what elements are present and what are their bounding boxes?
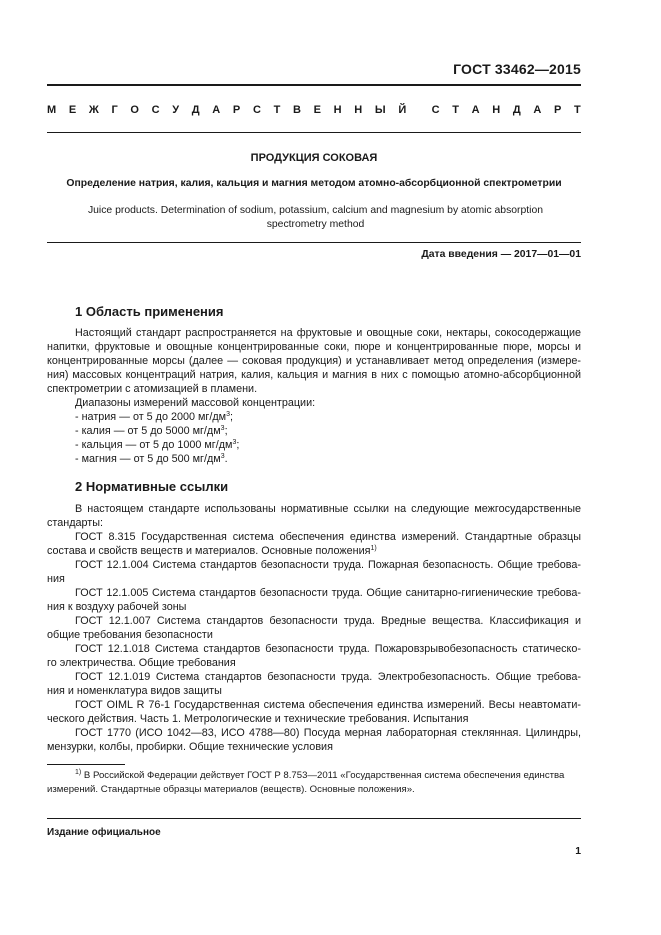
- reference-line: ГОСТ OIML R 76-1 Государственная система обеспечения единства измерений. Весы неавтомати-: [75, 699, 581, 711]
- heading-rule: [47, 132, 581, 133]
- standard-type-heading: [47, 104, 581, 116]
- reference-line: го электричества. Общие требования: [47, 657, 236, 669]
- standard-type-letter: Н: [333, 104, 342, 116]
- footnote-rule: [47, 764, 125, 765]
- standard-type-letter: В: [292, 104, 301, 116]
- reference-line: общие требования безопасности: [47, 629, 213, 641]
- section-2-body: [47, 502, 581, 754]
- document-title: ПРОДУКЦИЯ СОКОВАЯ: [250, 152, 378, 164]
- header-rule: [47, 84, 581, 86]
- body-line: В настоящем стандарте использованы нормативные ссылки на следующие межгосударственные: [75, 503, 581, 515]
- standard-type-letter: Е: [68, 104, 77, 116]
- standard-type-letter: Д: [512, 104, 521, 116]
- standard-type-letter: Г: [111, 104, 118, 116]
- reference-line: ГОСТ 12.1.005 Система стандартов безопасности труда. Общие санитарно-гигиенические требова-: [75, 587, 581, 599]
- standard-type-letter: Т: [452, 104, 459, 116]
- reference-line: ГОСТ 12.1.019 Система стандартов безопасности труда. Электробезопасность. Общие требова-: [75, 671, 581, 683]
- standard-type-letter: Ы: [374, 104, 386, 116]
- reference-line: ГОСТ 12.1.018 Система стандартов безопасности труда. Пожаровзрывобезопасность статическо-: [75, 643, 581, 655]
- english-title-line: spectrometry method: [266, 219, 365, 230]
- section-1-body: [47, 326, 581, 466]
- page-number: 1: [575, 846, 581, 857]
- body-line: Настоящий стандарт распространяется на фруктовые и овощные соки, нектары, сокосодержащие: [75, 327, 581, 339]
- body-line: концентрированные морсы (далее — соковая продукция) и устанавливает метод определения (измере-: [47, 355, 581, 367]
- standard-type-letter: Ж: [88, 104, 99, 116]
- standard-type-letter: Р: [232, 104, 241, 116]
- footnote: [47, 769, 581, 797]
- body-line: ния) массовых концентраций натрия, калия, кальция и магния в них с помощью атомно-абсорбционной: [47, 369, 581, 381]
- footer-rule: [47, 818, 581, 819]
- reference-line: ческого действия. Часть 1. Метрологические и технические требования. Испытания: [47, 713, 469, 725]
- reference-line: ГОСТ 12.1.004 Система стандартов безопасности труда. Пожарная безопасность. Общие требова-: [75, 559, 581, 571]
- body-line: напитки, фруктовые и овощные концентрированные соки, пюре и концентрированные пюре, морсы и: [47, 341, 581, 353]
- standard-type-letter: Т: [273, 104, 281, 116]
- footnote-line: $^{1)}$ В Российской Федерации действует ГОСТ Р 8.753—2011 «Государственная система обеспечения единства: [75, 769, 565, 781]
- standard-type-letter: С: [151, 104, 160, 116]
- standard-type-letter: Р: [553, 104, 562, 116]
- reference-line: ния к воздуху рабочей зоны: [47, 601, 187, 613]
- document-number: ГОСТ 33462—2015: [453, 61, 581, 77]
- ranges-intro: Диапазоны измерений массовой концентрации:: [75, 397, 316, 409]
- footnote-line: измерений. Стандартные образцы материалов (веществ). Основные положения».: [47, 784, 415, 795]
- standard-type-letter: О: [130, 104, 139, 116]
- standard-type-letter: А: [533, 104, 542, 116]
- reference-line: ния: [47, 573, 65, 585]
- date-rule: [47, 242, 581, 243]
- standard-type-letter: А: [471, 104, 480, 116]
- body-line: стандарты:: [47, 517, 103, 529]
- reference-line: ГОСТ 8.315 Государственная система обеспечения единства измерений. Стандартные образцы: [75, 531, 581, 543]
- standard-type-letter: Н: [354, 104, 363, 116]
- standard-type-letter: М: [47, 104, 57, 116]
- introduction-date: Дата введения — 2017—01—01: [421, 249, 581, 260]
- standard-type-letter: Й: [398, 104, 407, 116]
- range-item: - магния — от 5 до 500 $мг/дм^3$.: [75, 453, 228, 465]
- footnote-marker: 1): [75, 769, 82, 776]
- standard-type-letter: У: [172, 104, 180, 116]
- english-title-line: Juice products. Determination of sodium, potassium, calcium and magnesium by atomic absorption: [87, 205, 544, 216]
- standard-type-letter: Т: [574, 104, 581, 116]
- range-item: - калия — от 5 до 5000 $мг/дм^3$;: [75, 425, 228, 437]
- reference-line: ния и номенклатура видов защиты: [47, 685, 222, 697]
- reference-line: ГОСТ 12.1.007 Система стандартов безопасности труда. Вредные вещества. Классификация и: [75, 615, 581, 627]
- standard-type-letter: С: [431, 104, 440, 116]
- reference-line: состава и свойств веществ и материалов. Основные положения$^{1)}$: [47, 545, 377, 557]
- standard-type-letter: С: [252, 104, 261, 116]
- range-item: - натрия — от 5 до 2000 $мг/дм^3$;: [75, 411, 233, 423]
- footnote-ref: 1): [370, 545, 377, 552]
- standard-type-letter: Н: [492, 104, 501, 116]
- standard-type-letter: Д: [191, 104, 200, 116]
- official-edition-label: Издание официальное: [47, 827, 161, 838]
- document-subtitle: Определение натрия, калия, кальция и магния методом атомно-абсорбционной спектрометрии: [66, 178, 562, 189]
- english-title: [70, 204, 561, 232]
- section-2-heading: 2 Нормативные ссылки: [75, 479, 229, 494]
- standard-type-letter: Е: [313, 104, 321, 116]
- body-line: спектрометрии с атомизацией в пламени.: [47, 383, 258, 395]
- range-item: - кальция — от 5 до 1000 $мг/дм^3$;: [75, 439, 240, 451]
- standard-type-letter: А: [212, 104, 221, 116]
- section-1-heading: 1 Область применения: [75, 304, 224, 319]
- reference-line: ГОСТ 1770 (ИСО 1042—83, ИСО 4788—80) Посуда мерная лабораторная стеклянная. Цилиндры,: [75, 727, 581, 739]
- reference-line: мензурки, колбы, пробирки. Общие технические условия: [47, 741, 333, 753]
